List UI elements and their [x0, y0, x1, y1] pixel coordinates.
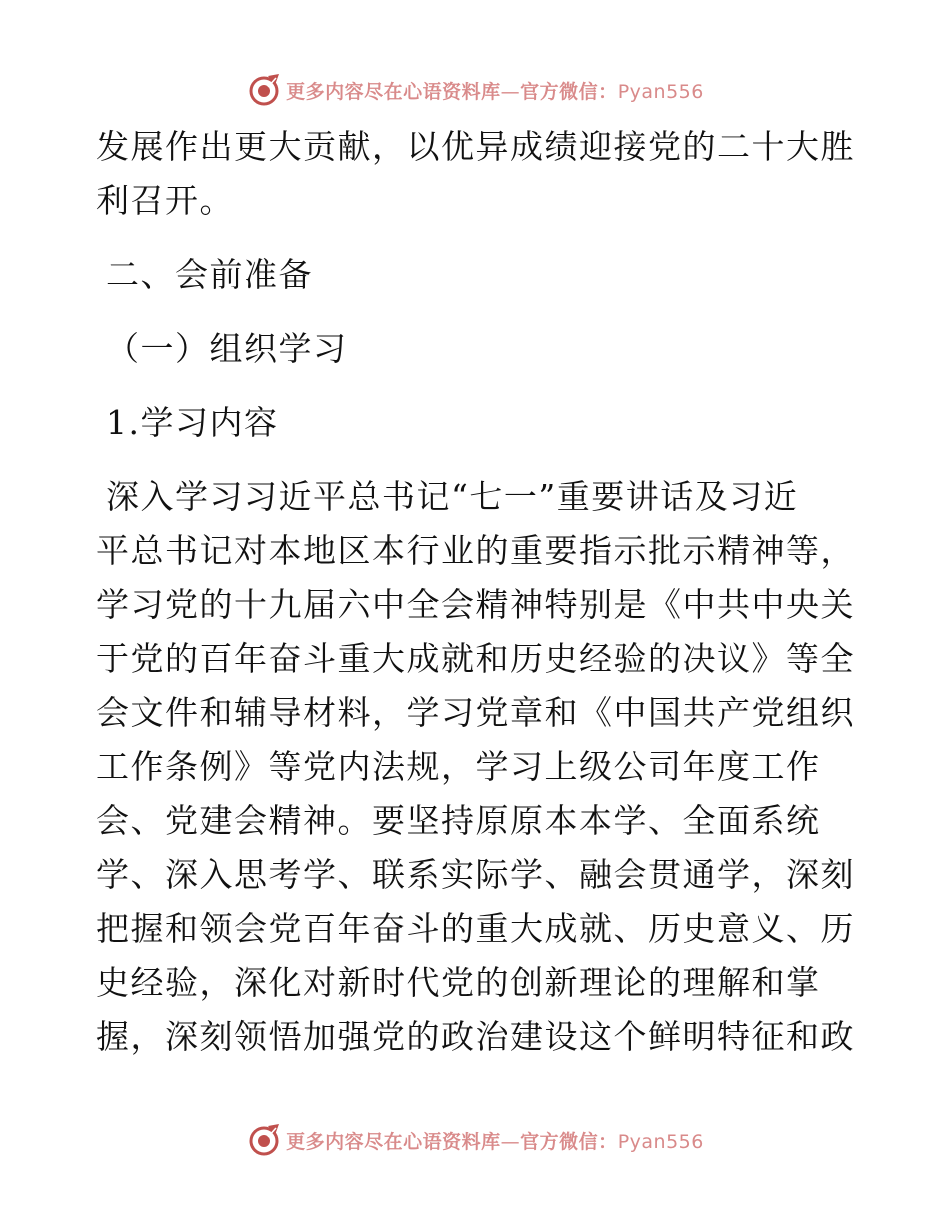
paragraph-line: 工作条例》等党内法规，学习上级公司年度工作 [96, 747, 821, 786]
paragraph-line: 会、党建会精神。要坚持原原本本学、全面系统 [96, 801, 821, 840]
pen-nib-circle-icon [246, 72, 282, 108]
pen-nib-circle-icon [246, 1122, 282, 1158]
document-body [96, 120, 856, 1064]
watermark-wechat-id: Pyan556 [617, 1130, 704, 1153]
paragraph-line: 深入学习习近平总书记“七一”重要讲话及习近 [106, 477, 799, 516]
paragraph-line: 会文件和辅导材料，学习党章和《中国共产党组织 [96, 693, 855, 732]
paragraph-line: 史经验，深化对新时代党的创新理论的理解和掌 [96, 963, 821, 1002]
paragraph-line: 学、深入思考学、联系实际学、融会贯通学，深刻 [96, 855, 855, 894]
watermark-separator: — [500, 80, 521, 103]
paragraph-line: 利召开。 [96, 181, 234, 220]
watermark-main: 更多内容尽在心语资料库 [286, 80, 501, 103]
watermark-main: 更多内容尽在心语资料库 [286, 1130, 501, 1153]
footer-watermark [0, 1120, 950, 1160]
watermark-wechat-id: Pyan556 [617, 80, 704, 103]
section-heading: 二、会前准备 [106, 255, 313, 294]
paragraph-line: 发展作出更大贡献，以优异成绩迎接党的二十大胜 [96, 127, 855, 166]
watermark-wechat-label: 官方微信： [520, 1130, 618, 1153]
paragraph-line: 学习党的十九届六中全会精神特别是《中共中央关 [96, 585, 855, 624]
watermark-separator: — [500, 1130, 521, 1153]
paragraph-line: 于党的百年奋斗重大成就和历史经验的决议》等全 [96, 639, 855, 678]
watermark-text [286, 1127, 704, 1154]
paragraph-line: 把握和领会党百年奋斗的重大成就、历史意义、历 [96, 909, 855, 948]
subsection-heading: （一）组织学习 [106, 329, 348, 368]
watermark-text [286, 77, 704, 104]
item-heading: 1.学习内容 [106, 403, 279, 442]
paragraph-line: 平总书记对本地区本行业的重要指示批示精神等， [96, 531, 855, 570]
watermark-wechat-label: 官方微信： [520, 80, 618, 103]
paragraph-line: 握，深刻领悟加强党的政治建设这个鲜明特征和政 [96, 1017, 855, 1056]
header-watermark [0, 70, 950, 110]
